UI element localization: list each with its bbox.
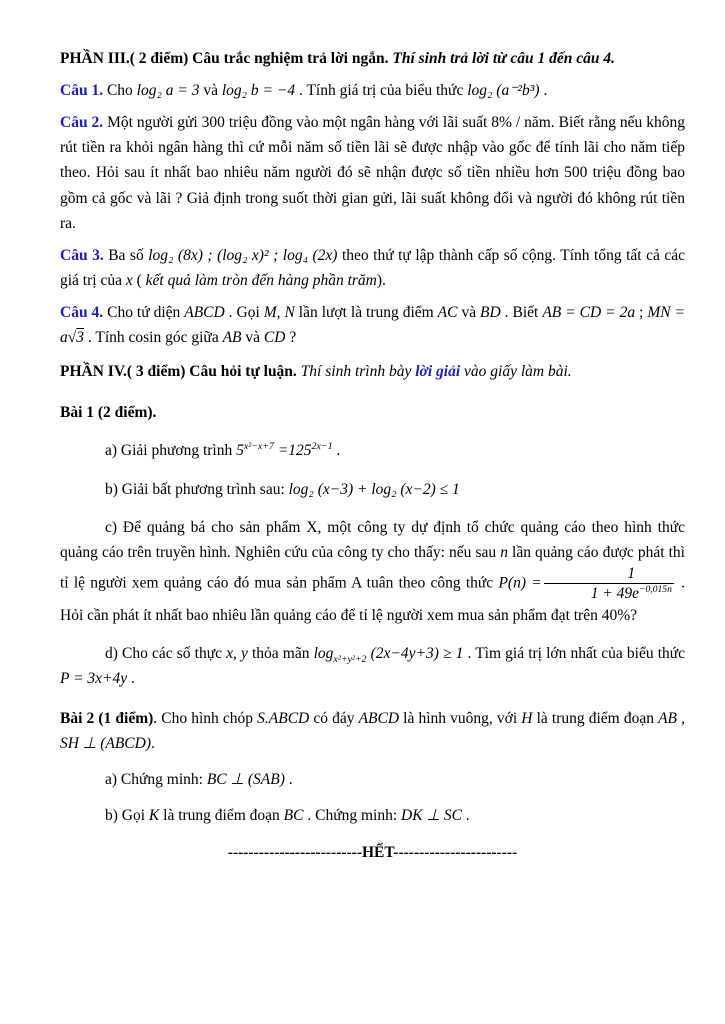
bai2-a-text: a) Chứng minh: (105, 771, 207, 789)
fraction-denominator-exponent: −0,015n (639, 583, 672, 595)
var-bc: BC (283, 807, 304, 825)
bai1-c-text: lần quảng cáo được phát thì tỉ lệ người xem quảng cáo đó mua sản phẩm A tuân theo công thức (60, 543, 685, 592)
bai1-d-text: d) Cho các số thực (105, 644, 227, 662)
question-4 (60, 300, 685, 350)
question-1-label: Câu 1. (60, 82, 104, 100)
part4-heading-highlight: lời giải (415, 363, 461, 381)
formula-log-base-word: log (313, 644, 334, 662)
bai2-item-b (60, 803, 685, 828)
var-n: n (500, 543, 508, 561)
bai1-title: Bài 1 (2 điểm). (60, 404, 157, 422)
formula-log-argument: (2x−4y+3) ≥ 1 (366, 644, 464, 662)
question-4-text: lần lượt là trung điểm (294, 303, 438, 321)
bai1-d-text: thỏa mãn (247, 644, 314, 662)
question-1 (60, 78, 685, 103)
var-abcd: ABCD (184, 303, 225, 321)
formula-arithmetic-sequence: log₂ (8x) ; (log₂ x)² ; log₄ (2x) (148, 246, 338, 264)
formula-pn-fraction (544, 565, 674, 603)
bai2-text: , (677, 709, 686, 727)
formula-dk-perp-sc: DK ⊥ SC (401, 807, 462, 825)
formula-power-exponent: x²−x+7 (243, 441, 274, 453)
bai1-d-text: . Tìm giá trị lớn nhất của biểu thức (463, 644, 686, 662)
question-1-text: Cho (103, 82, 137, 100)
var-ab-segment: AB (658, 709, 678, 727)
question-4-text: ; (635, 303, 648, 321)
var-k: K (148, 807, 160, 825)
formula-sh-perp: SH ⊥ (ABCD) (60, 735, 151, 753)
question-3-text: theo thứ tự lập thành cấp số cộng. Tính tổng tất cả các giá trị của (60, 246, 685, 289)
bai2-a-text: . (284, 771, 293, 789)
question-4-text: và (241, 329, 264, 347)
question-4-text: Cho tứ diện (103, 303, 185, 321)
question-3-text: ( (132, 271, 146, 289)
part3-heading-instruction: Thí sinh trả lời từ câu 1 đến câu 4. (392, 50, 615, 67)
formula-log-expression: log₂ (a⁻²b³) (467, 82, 540, 100)
bai1-item-a (60, 438, 685, 463)
question-4-label: Câu 4. (60, 303, 104, 321)
question-4-text: ? (285, 329, 297, 347)
question-4-text: . Biết (500, 303, 543, 321)
bai2-paragraph (60, 706, 685, 756)
part4-heading-bold: PHẦN IV.( 3 điểm) Câu hỏi tự luận. (60, 363, 301, 381)
bai1-item-b (60, 477, 685, 502)
bai2-text: . Cho hình chóp (153, 709, 258, 727)
part3-heading-bold: PHẦN III.( 2 điểm) Câu trắc nghiệm trả lời ngắn. (60, 50, 393, 67)
sqrt-sign: √ (67, 329, 77, 347)
question-2 (60, 110, 685, 236)
formula-log-subscript: x²+y²+2 (333, 653, 367, 665)
formula-log-inequality: log₂ (x−3) + log₂ (x−2) ≤ 1 (288, 480, 460, 498)
bai2-title: Bài 2 (1 điểm) (60, 709, 154, 727)
question-4-text: . Tính cosin góc giữa (84, 329, 223, 347)
question-3-text: ). (376, 271, 386, 289)
bai2-b-text: b) Gọi (105, 807, 149, 825)
fraction-denominator-base: 1 + 49e (590, 584, 640, 602)
formula-log2b: log₂ b = −4 (221, 82, 296, 100)
var-ac: AC (437, 303, 458, 321)
var-xy: x, y (226, 644, 248, 662)
bai2-b-text: là trung điểm đoạn (159, 807, 284, 825)
fraction-denominator (544, 584, 674, 603)
bai1-c-text: c) Để quảng bá cho sản phẩm X, một công ty dự định tổ chức quảng cáo theo hình thức quảng cáo trên truyền hình. Nghiên cứu của công ty cho thấy: nếu sau (60, 518, 685, 561)
var-h: H (521, 709, 533, 727)
var-sabcd: S.ABCD (257, 709, 310, 727)
formula-power-exponent2: 2x−1 (311, 441, 333, 453)
bai1-d-text: . (127, 669, 135, 687)
end-of-exam-marker: --------------------------HẾT------------------------ (227, 844, 518, 862)
formula-bc-perp-sab: BC ⊥ (SAB) (206, 771, 285, 789)
bai2-text: . (151, 735, 155, 753)
var-mn: M, N (263, 303, 295, 321)
formula-power-rhs: =125 (273, 442, 312, 460)
formula-ab-cd: AB = CD = 2a (542, 303, 636, 321)
bai1-a-text: a) Giải phương trình (105, 442, 237, 460)
bai1-item-c (60, 515, 685, 628)
formula-log2a: log₂ a = 3 (136, 82, 200, 100)
question-2-text: Một người gửi 300 triệu đồng vào một ngân hàng với lãi suất 8% / năm. Biết rằng nếu không rút tiền ra khỏi ngân hàng thì cứ mỗi năm số tiền lãi sẽ được nhập vào gốc để tính lãi cho năm tiếp theo. Hỏi sau ít nhất bao nhiêu năm người đó sẽ nhận được số tiền nhiều hơn 500 triệu đồng bao gồm cả gốc và lãi ? Giả định trong suốt thời gian gửi, lãi suất không đổi và người đó không rút tiền ra. (60, 114, 685, 232)
bai2-text: là trung điểm đoạn (532, 709, 659, 727)
question-3 (60, 243, 685, 293)
question-1-text: . (539, 82, 548, 100)
bai1-b-text: b) Giải bất phương trình sau: (105, 480, 289, 498)
part4-heading-instruction: vào giấy làm bài. (460, 363, 572, 381)
bai2-item-a (60, 767, 685, 792)
formula-mn: MN = a (60, 303, 686, 347)
var-abcd-base: ABCD (358, 709, 400, 727)
bai2-text: là hình vuông, với (399, 709, 522, 727)
question-3-text: Ba số (103, 246, 149, 264)
variable-x: x (125, 271, 133, 289)
part4-heading-instruction: Thí sinh trình bày (300, 363, 416, 381)
fraction-numerator: 1 (544, 565, 674, 584)
question-4-text: và (457, 303, 481, 321)
part3-heading (60, 46, 685, 71)
formula-power-base: 5 (236, 442, 244, 460)
formula-pn-lhs: P(n) = (498, 574, 542, 592)
bai2-text: có đáy (309, 709, 359, 727)
part4-heading (60, 359, 685, 384)
question-2-label: Câu 2. (60, 114, 104, 132)
question-3-note: kết quả làm tròn đến hàng phần trăm (145, 271, 377, 289)
question-1-text: . Tính giá trị của biểu thức (295, 82, 468, 100)
sqrt-radicand: 3 (76, 329, 85, 347)
question-4-text: . Gọi (224, 303, 264, 321)
var-ab: AB (222, 329, 242, 347)
question-3-label: Câu 3. (60, 246, 104, 264)
bai2-b-text: . Chứng minh: (303, 807, 402, 825)
formula-p-expression: P = 3x+4y (60, 669, 128, 687)
var-cd: CD (263, 329, 286, 347)
bai1-item-d (60, 641, 685, 691)
bai1-c-text: . Hỏi cần phát ít nhất bao nhiêu lần quảng cáo để tỉ lệ người xem mua sản phẩm đạt trên 40%? (60, 574, 686, 624)
bai1-a-text: . (332, 442, 341, 460)
var-bd: BD (480, 303, 501, 321)
question-1-text: và (199, 82, 222, 100)
bai2-b-text: . (461, 807, 470, 825)
